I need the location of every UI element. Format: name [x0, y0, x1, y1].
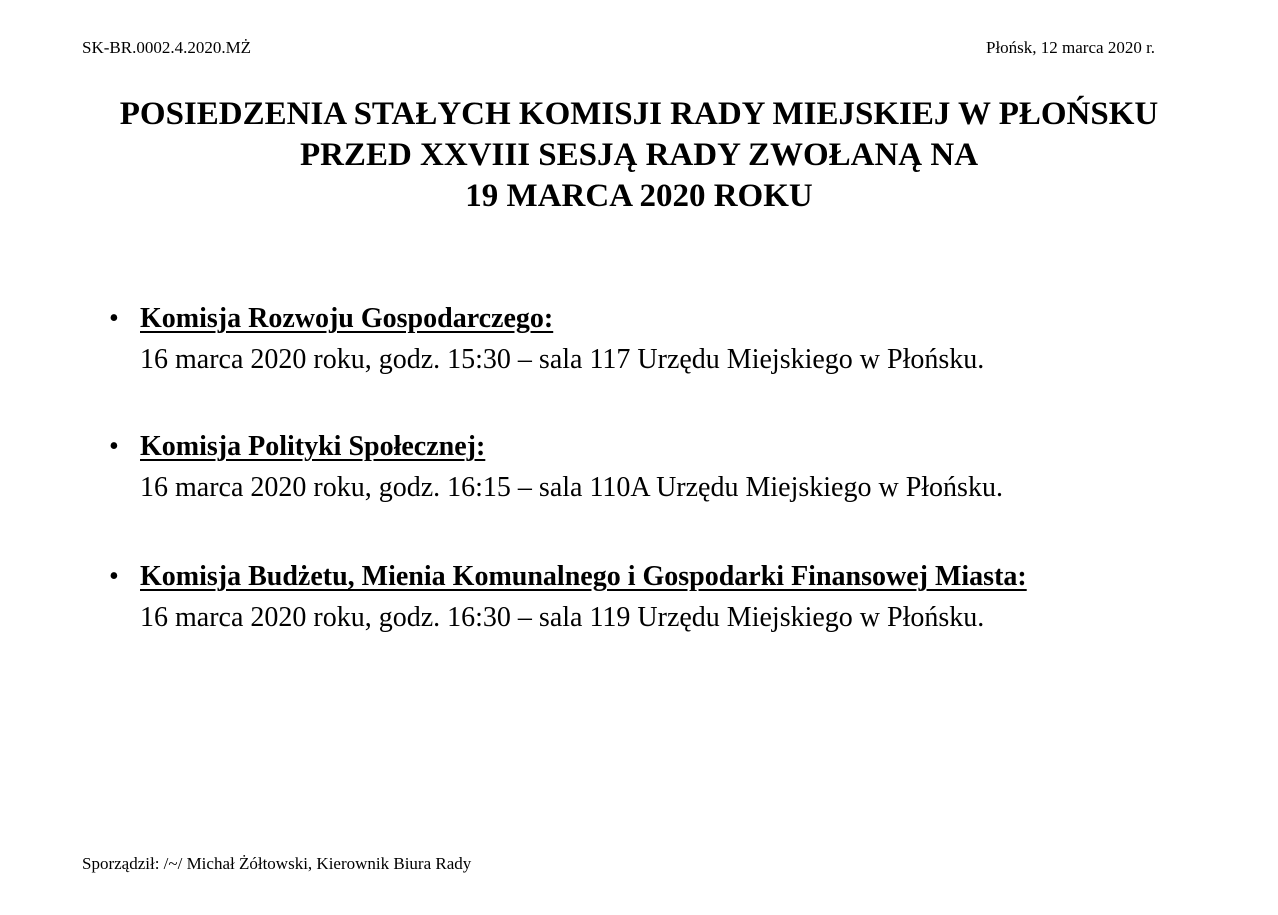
- committee-name: Komisja Polityki Społecznej:: [140, 431, 486, 462]
- prepared-by: Sporządził: /~/ Michał Żółtowski, Kierownik Biura Rady: [82, 854, 472, 873]
- reference-number: SK-BR.0002.4.2020.MŻ: [82, 38, 252, 57]
- meeting-item-social-policy: [109, 426, 1003, 508]
- meeting-item-budget: [109, 556, 1027, 638]
- bullet-icon: •: [109, 431, 119, 462]
- bullet-icon: •: [109, 303, 119, 334]
- document-title: [0, 94, 1278, 217]
- meeting-details: 16 marca 2020 roku, godz. 15:30 – sala 117 Urzędu Miejskiego w Płońsku.: [140, 344, 985, 375]
- bullet-icon: •: [109, 561, 119, 592]
- title-line-2: PRZED XXVIII SESJĄ RADY ZWOŁANĄ NA: [299, 137, 979, 173]
- meeting-details: 16 marca 2020 roku, godz. 16:15 – sala 110A Urzędu Miejskiego w Płońsku.: [140, 472, 1003, 503]
- title-line-1: POSIEDZENIA STAŁYCH KOMISJI RADY MIEJSKIEJ W PŁOŃSKU: [119, 96, 1159, 132]
- committee-name: Komisja Rozwoju Gospodarczego:: [140, 303, 554, 334]
- committee-name: Komisja Budżetu, Mienia Komunalnego i Gospodarki Finansowej Miasta:: [140, 561, 1027, 592]
- place-date: Płońsk, 12 marca 2020 r.: [986, 38, 1156, 57]
- title-line-3: 19 MARCA 2020 ROKU: [465, 178, 813, 214]
- meeting-details: 16 marca 2020 roku, godz. 16:30 – sala 119 Urzędu Miejskiego w Płońsku.: [140, 602, 985, 633]
- meeting-item-economic-development: [109, 298, 985, 380]
